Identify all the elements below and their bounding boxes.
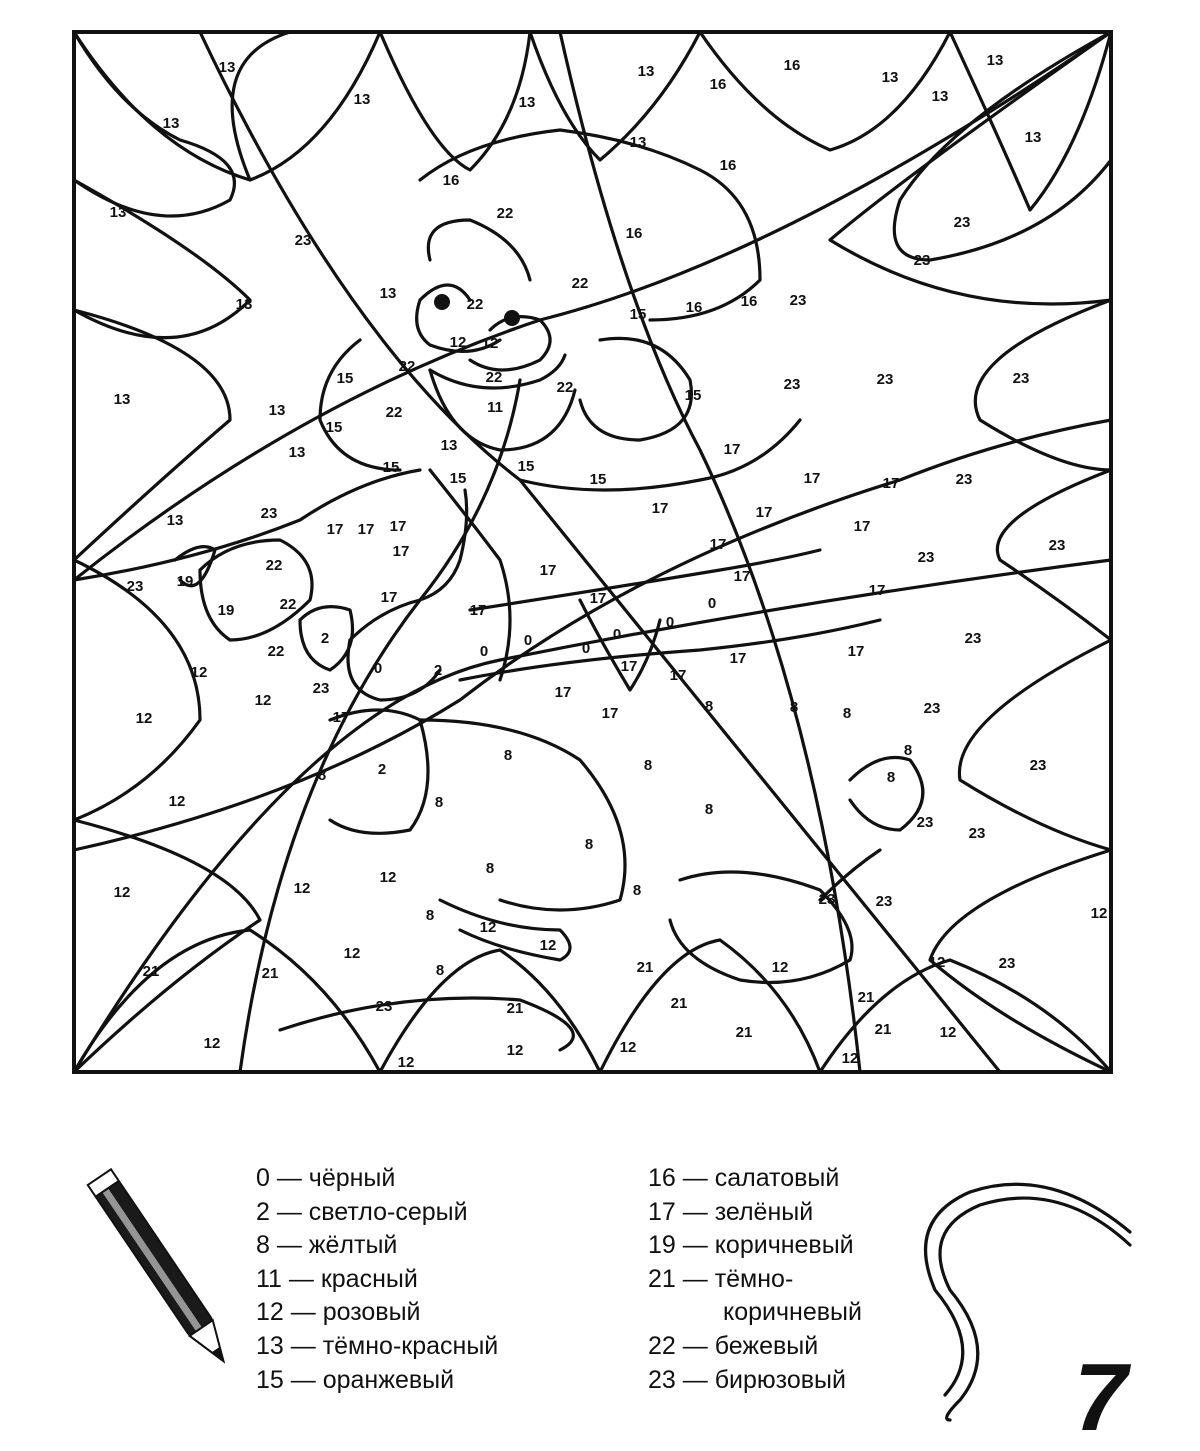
region-number: 17: [380, 589, 398, 606]
region-number: 2: [320, 630, 330, 647]
legend-right-column: [648, 1162, 862, 1397]
region-number: 17: [589, 590, 607, 607]
region-number: 12: [841, 1050, 859, 1067]
region-number: 15: [325, 419, 343, 436]
region-number: 23: [955, 471, 973, 488]
region-number: 0: [612, 626, 622, 643]
legend-item: 11 — красный: [256, 1264, 418, 1293]
legend-item: 17 — зелёный: [648, 1197, 814, 1226]
region-number: 12: [293, 880, 311, 897]
region-number: 17: [392, 543, 410, 560]
region-number: 23: [1012, 370, 1030, 387]
region-number: 8: [704, 801, 714, 818]
region-number: 8: [435, 962, 445, 979]
region-number: 8: [317, 767, 327, 784]
region-number: 17: [853, 518, 871, 535]
region-number: 23: [953, 214, 971, 231]
region-number: 13: [1024, 129, 1042, 146]
region-number: 23: [818, 891, 836, 908]
eye-right: [504, 310, 520, 326]
region-number: 22: [496, 205, 514, 222]
region-number: 22: [267, 643, 285, 660]
region-number: 17: [620, 658, 638, 675]
region-number: 13: [113, 391, 131, 408]
region-number: 23: [913, 252, 931, 269]
region-number: 8: [584, 836, 594, 853]
region-number: 16: [442, 172, 460, 189]
region-number: 12: [254, 692, 272, 709]
region-number: 16: [625, 225, 643, 242]
region-number: 13: [518, 94, 536, 111]
region-number: 17: [733, 568, 751, 585]
region-number: 12: [168, 793, 186, 810]
puzzle-frame: [74, 32, 1111, 1072]
region-number: 0: [581, 640, 591, 657]
region-number: 23: [789, 292, 807, 309]
region-number: 16: [740, 293, 758, 310]
region-number: 23: [964, 630, 982, 647]
region-number: 15: [589, 471, 607, 488]
region-number: 0: [523, 632, 533, 649]
region-number: 2: [433, 662, 443, 679]
region-number: 0: [479, 643, 489, 660]
region-number: 12: [939, 1024, 957, 1041]
region-number: 13: [379, 285, 397, 302]
region-number: 22: [485, 369, 503, 386]
region-number: 8: [886, 769, 896, 786]
region-number: 21: [670, 995, 688, 1012]
legend-item: 19 — коричневый: [648, 1231, 854, 1260]
region-number: 12: [203, 1035, 221, 1052]
region-number: 17: [723, 441, 741, 458]
region-number: 2: [377, 761, 387, 778]
region-number: 13: [931, 88, 949, 105]
region-number: 12: [928, 954, 946, 971]
region-number: 23: [783, 376, 801, 393]
legend-item: 12 — розовый: [256, 1298, 421, 1327]
region-number: 21: [874, 1021, 892, 1038]
region-number: 17: [651, 500, 669, 517]
region-number: 19: [217, 602, 235, 619]
region-number: 15: [382, 459, 400, 476]
region-number: 13: [166, 512, 184, 529]
region-number: 22: [279, 596, 297, 613]
region-number: 17: [803, 470, 821, 487]
region-number: 17: [847, 643, 865, 660]
region-number: 12: [449, 334, 467, 351]
region-number: 8: [704, 698, 714, 715]
region-number: 8: [425, 907, 435, 924]
eye-left: [434, 294, 450, 310]
region-number: 17: [755, 504, 773, 521]
region-number: 22: [556, 379, 574, 396]
legend-item: 13 — тёмно-красный: [256, 1331, 499, 1360]
region-number: 23: [260, 505, 278, 522]
region-number: 21: [142, 963, 160, 980]
region-number: 21: [735, 1024, 753, 1041]
region-number: 12: [113, 884, 131, 901]
region-number: 0: [373, 660, 383, 677]
region-number: 22: [385, 404, 403, 421]
region-number: 23: [126, 578, 144, 595]
page-number: 7: [1074, 1344, 1128, 1451]
region-number: 17: [357, 521, 375, 538]
region-number: 8: [503, 747, 513, 764]
region-number: 12: [771, 959, 789, 976]
region-number: 23: [875, 893, 893, 910]
region-number: 21: [857, 989, 875, 1006]
region-number: 17: [729, 650, 747, 667]
region-number: 13: [162, 115, 180, 132]
region-number: 12: [479, 919, 497, 936]
region-number: 15: [629, 306, 647, 323]
region-number: 16: [719, 157, 737, 174]
region-number: 23: [876, 371, 894, 388]
region-number: 23: [312, 680, 330, 697]
region-number: 0: [707, 595, 717, 612]
region-number: 23: [375, 998, 393, 1015]
region-number: 12: [135, 710, 153, 727]
region-number: 13: [268, 402, 286, 419]
region-number: 17: [389, 518, 407, 535]
region-number: 23: [998, 955, 1016, 972]
legend-item: 0 — чёрный: [256, 1164, 396, 1192]
region-number: 23: [1048, 537, 1066, 554]
region-number: 12: [379, 869, 397, 886]
pencil-icon: [88, 1169, 235, 1369]
region-number: 22: [398, 358, 416, 375]
legend-item-continuation: коричневый: [723, 1298, 862, 1327]
region-number: 15: [517, 458, 535, 475]
legend-item: 8 — жёлтый: [256, 1231, 398, 1260]
region-number: 17: [326, 521, 344, 538]
region-number: 12: [1090, 905, 1108, 922]
region-number: 12: [397, 1054, 415, 1071]
region-number: 23: [968, 825, 986, 842]
region-number: 8: [789, 699, 799, 716]
region-number: 8: [434, 794, 444, 811]
region-number: 12: [343, 945, 361, 962]
region-number: 15: [684, 387, 702, 404]
region-number: 16: [709, 76, 727, 93]
legend-item: 22 — бежевый: [648, 1331, 819, 1360]
region-number: 8: [842, 705, 852, 722]
legend-item: 23 — бирюзовый: [648, 1365, 846, 1394]
region-outlines: [74, 32, 1111, 1072]
region-number: 17: [469, 602, 487, 619]
region-number: 13: [353, 91, 371, 108]
legend-item: 16 — салатовый: [648, 1164, 840, 1192]
region-number: 13: [440, 437, 458, 454]
region-number: 22: [265, 557, 283, 574]
legend-item: 15 — оранжевый: [256, 1365, 455, 1394]
region-number: 17: [882, 475, 900, 492]
region-number: 13: [109, 204, 127, 221]
legend-item: 2 — светло-серый: [256, 1197, 468, 1226]
region-number: 8: [903, 742, 913, 759]
region-number: 0: [665, 614, 675, 631]
region-number: 17: [709, 536, 727, 553]
region-number: 15: [336, 370, 354, 387]
legend-left-column: [256, 1162, 498, 1397]
region-number: 23: [923, 700, 941, 717]
region-number: 21: [506, 1000, 524, 1017]
region-number: 17: [868, 582, 886, 599]
region-number: 8: [643, 757, 653, 774]
region-number: 12: [506, 1042, 524, 1059]
region-number: 12: [481, 335, 499, 352]
region-number: 17: [601, 705, 619, 722]
region-number: 23: [917, 549, 935, 566]
region-number: 22: [466, 296, 484, 313]
region-number: 15: [449, 470, 467, 487]
region-number: 22: [571, 275, 589, 292]
region-number: 12: [190, 664, 208, 681]
region-number: 16: [685, 299, 703, 316]
region-number: 13: [218, 59, 236, 76]
region-number: 17: [669, 667, 687, 684]
region-number: 12: [539, 937, 557, 954]
region-number: 12: [619, 1039, 637, 1056]
region-number: 17: [539, 562, 557, 579]
region-number: 13: [288, 444, 306, 461]
region-number: 8: [485, 860, 495, 877]
region-number: 21: [636, 959, 654, 976]
region-number: 11: [487, 399, 503, 416]
region-number: 13: [637, 63, 655, 80]
region-number: 23: [1029, 757, 1047, 774]
region-number: 13: [986, 52, 1004, 69]
region-number: 8: [632, 882, 642, 899]
region-number: 21: [261, 965, 279, 982]
region-number: 23: [916, 814, 934, 831]
region-number: 17: [332, 709, 350, 726]
region-number: 19: [176, 573, 194, 590]
region-number: 16: [783, 57, 801, 74]
region-number: 23: [294, 232, 312, 249]
region-number: 13: [629, 134, 647, 151]
region-number: 13: [235, 296, 253, 313]
region-number: 13: [881, 69, 899, 86]
region-number: 17: [554, 684, 572, 701]
legend-item: 21 — тёмно-: [648, 1264, 794, 1293]
